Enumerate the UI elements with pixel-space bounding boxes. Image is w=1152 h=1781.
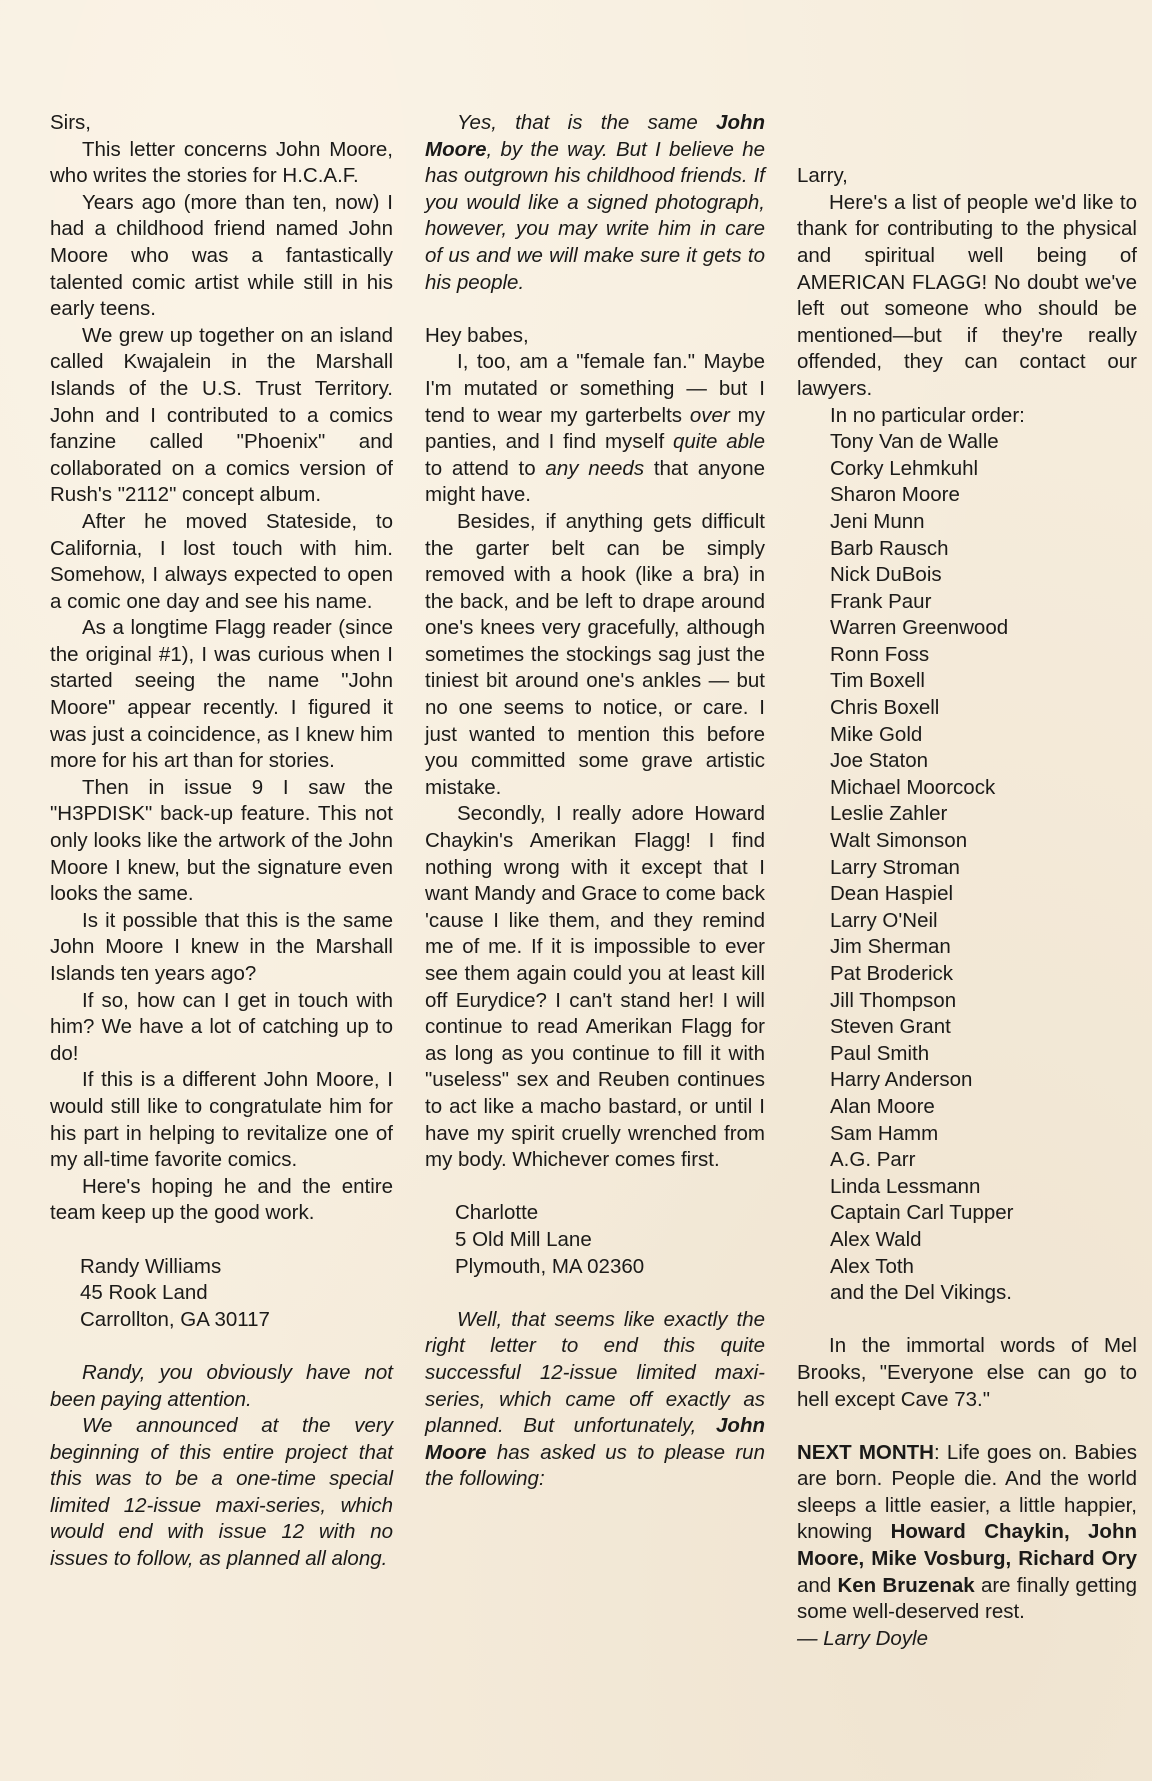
letter2-paragraph: [425, 349, 765, 509]
thanks-list-name: Tim Boxell: [830, 669, 925, 693]
letter3-greeting: Larry,: [797, 164, 848, 188]
reply1-paragraph: Randy, you obviously have not been paying attention.: [50, 1360, 393, 1411]
letter1-signature-street: 45 Rook Land: [80, 1281, 208, 1305]
thanks-list-name: Sam Hamm: [830, 1121, 939, 1145]
letter1-paragraph: This letter concerns John Moore, who writes the stories for H.C.A.F.: [50, 137, 393, 188]
next-month-text: and: [797, 1573, 832, 1597]
thanks-list-name: Warren Greenwood: [830, 616, 1009, 640]
thanks-list-name: Steven Grant: [830, 1015, 951, 1039]
thanks-list-name: Jeni Munn: [830, 509, 925, 533]
letter2-text: to attend to: [425, 456, 536, 480]
thanks-list-name: Jill Thompson: [830, 988, 957, 1012]
next-month-creators: Howard Chaykin, John Moore, Mike Vosburg, Richard Ory: [797, 1520, 1137, 1571]
creator-name: John Moore: [425, 1414, 765, 1464]
thanks-list-name: Pat Broderick: [830, 962, 954, 985]
letter2-text: my panties, and I find myself: [425, 403, 765, 454]
letter2-signature-street: 5 Old Mill Lane: [455, 1227, 592, 1251]
next-month-text: are finally getting some well-deserved rest.: [797, 1573, 1137, 1624]
reply1-paragraph: We announced at the very beginning of this entire project that this was to be a one-time special limited 12-issue maxi-series, which would end with issue 12 with no issues to follow, as planned all along.: [50, 1414, 393, 1571]
thanks-list-name: A.G. Parr: [830, 1148, 916, 1172]
letter1-paragraph: Then in issue 9 I saw the "H3PDISK" back-up feature. This not only looks like the artwork of the John Moore I knew, but the signature even looks the same.: [50, 775, 393, 906]
reply2-text: has asked us to please run the following:: [425, 1440, 765, 1491]
thanks-list-name: Linda Lessmann: [830, 1174, 981, 1198]
thanks-list-name: Barb Rausch: [830, 536, 949, 560]
spacer: [425, 296, 765, 323]
letter1-paragraph: Years ago (more than ten, now) I had a childhood friend named John Moore who was a fantastically talented comic artist while still in his early teens.: [50, 190, 393, 321]
thanks-list-name: Alan Moore: [830, 1094, 935, 1118]
letter1-paragraph: Here's hoping he and the entire team keep up the good work.: [50, 1174, 393, 1225]
thanks-list-name: Sharon Moore: [830, 483, 960, 507]
letter1-paragraph: After he moved Stateside, to California, I lost touch with him. Somehow, I always expected to open a comic one day and see his name.: [50, 509, 393, 613]
letter2-paragraph: Secondly, I really adore Howard Chaykin's Amerikan Flagg! I find nothing wrong with it except that I want Mandy and Grace to come back 'cause I like them, and they remind me of me. If it is impossible to ever see them again could you at least kill off Eurydice? I can't stand her! I will continue to read Amerikan Flagg for as long as you continue to fill it with "useless" sex and Reuben continues to act like a macho bastard, or until I have my spirit cruelly wrenched from my body. Whichever comes first.: [425, 802, 765, 1172]
thanks-list-name: Ronn Foss: [830, 642, 930, 666]
editor-signature: — Larry Doyle: [797, 1626, 929, 1650]
letter2-text: I, too, am a "female fan." Maybe I'm mutated or something — but I tend to wear my garterbelts: [425, 350, 765, 427]
thanks-list-name: Frank Paur: [830, 589, 932, 613]
spacer: [50, 1333, 393, 1360]
reply2-paragraph: [425, 1307, 765, 1493]
reply1-text: , by the way. But I believe he has outgrown his childhood friends. If you would like a signed photograph, however, you may write him in care of us and we will make sure it gets to his people.: [425, 137, 765, 294]
thanks-list-name: Paul Smith: [830, 1041, 930, 1065]
thanks-list-name: Mike Gold: [830, 722, 923, 746]
thanks-list-name: Alex Wald: [830, 1227, 922, 1251]
thanks-list-name: Alex Toth: [830, 1254, 914, 1278]
thanks-list-name: Larry Stroman: [830, 855, 960, 879]
thanks-list-name: Captain Carl Tupper: [830, 1201, 1014, 1225]
letter3-intro: Here's a list of people we'd like to thank for contributing to the physical and spiritual well being of AMERICAN FLAGG! No doubt we've left out someone who should be mentioned—but if they're really offended, they can contact our lawyers.: [797, 190, 1137, 400]
letter1-greeting: Sirs,: [50, 111, 91, 134]
thanks-list-name: Joe Staton: [830, 749, 929, 773]
next-month-label: NEXT MONTH: [797, 1440, 934, 1464]
next-month-text: : Life goes on. Babies are born. People die. And the world sleeps a little easier, a little happier, knowing: [797, 1440, 1137, 1544]
letter1-paragraph: Is it possible that this is the same John Moore I knew in the Marshall Islands ten years ago?: [50, 908, 393, 985]
letter2-signature-city: Plymouth, MA 02360: [455, 1254, 645, 1278]
reply2-text: Well, that seems like exactly the right letter to end this quite successful 12-issue limited maxi-series, which came off exactly as planned. But unfortunately,: [425, 1307, 765, 1438]
letter2-emphasis: any needs: [545, 456, 645, 480]
thanks-list-name: Tony Van de Walle: [830, 430, 999, 454]
thanks-list-name: Michael Moorcock: [830, 775, 996, 799]
spacer: [50, 1227, 393, 1254]
thanks-list-name: Leslie Zahler: [830, 802, 948, 826]
thanks-list: [797, 429, 1137, 1307]
letter1-signature-city: Carrollton, GA 30117: [80, 1307, 270, 1331]
column-2: [425, 110, 765, 1493]
spacer: [797, 1307, 1137, 1334]
letter2-paragraph: Besides, if anything gets difficult the garter belt can be simply removed with a hook (like a bra) in the back, and be left to drape around one's knees very gracefully, although sometimes the stockings sag just the tiniest bit around one's ankles — but no one seems to notice, or care. I just wanted to mention this before you committed some grave artistic mistake.: [425, 509, 765, 799]
creator-name: John Moore: [425, 111, 766, 161]
spacer: [425, 1174, 765, 1201]
thanks-list-name: Dean Haspiel: [830, 882, 954, 906]
letter3-closing: In the immortal words of Mel Brooks, "Everyone else can go to hell except Cave 73.": [797, 1334, 1137, 1411]
thanks-list-name: Chris Boxell: [830, 696, 940, 720]
spacer: [425, 1280, 765, 1307]
letter2-text: that anyone might have.: [425, 456, 766, 507]
letter2-greeting: Hey babes,: [425, 323, 529, 347]
column-3: [797, 137, 1137, 1653]
thanks-list-name: Jim Sherman: [830, 935, 951, 959]
letter3-order-line: In no particular order:: [830, 403, 1025, 427]
column-1: [50, 110, 393, 1573]
letter1-paragraph: As a longtime Flagg reader (since the original #1), I was curious when I started seeing the name "John Moore" appear recently. I figured it was just a coincidence, as I knew him more for his art than for stories.: [50, 616, 393, 773]
next-month-paragraph: [797, 1440, 1137, 1626]
letter1-signature-name: Randy Williams: [80, 1254, 222, 1278]
thanks-list-name: Walt Simonson: [830, 829, 968, 853]
letter2-emphasis: over: [689, 403, 730, 427]
thanks-list-name: Nick DuBois: [830, 563, 942, 587]
letter2-signature-name: Charlotte: [455, 1201, 539, 1225]
reply1-paragraph: [425, 110, 765, 296]
letter1-paragraph: If so, how can I get in touch with him? We have a lot of catching up to do!: [50, 988, 393, 1065]
spacer: [797, 137, 1137, 164]
next-month-creators: Ken Bruzenak: [837, 1573, 975, 1597]
letter1-paragraph: If this is a different John Moore, I would still like to congratulate him for his part in helping to revitalize one of my all-time favorite comics.: [50, 1068, 393, 1172]
letter1-paragraph: We grew up together on an island called Kwajalein in the Marshall Islands of the U.S. Trust Territory. John and I contributed to a comics fanzine called "Phoenix" and collaborated on a comics version of Rush's "2112" concept album.: [50, 323, 393, 507]
thanks-list-name: Harry Anderson: [830, 1068, 973, 1092]
spacer: [797, 1413, 1137, 1440]
reply1-text: Yes, that is the same: [457, 111, 698, 134]
thanks-list-name: and the Del Vikings.: [830, 1281, 1012, 1305]
thanks-list-name: Larry O'Neil: [830, 908, 938, 932]
letter2-emphasis: quite able: [672, 430, 765, 454]
thanks-list-name: Corky Lehmkuhl: [830, 456, 979, 480]
